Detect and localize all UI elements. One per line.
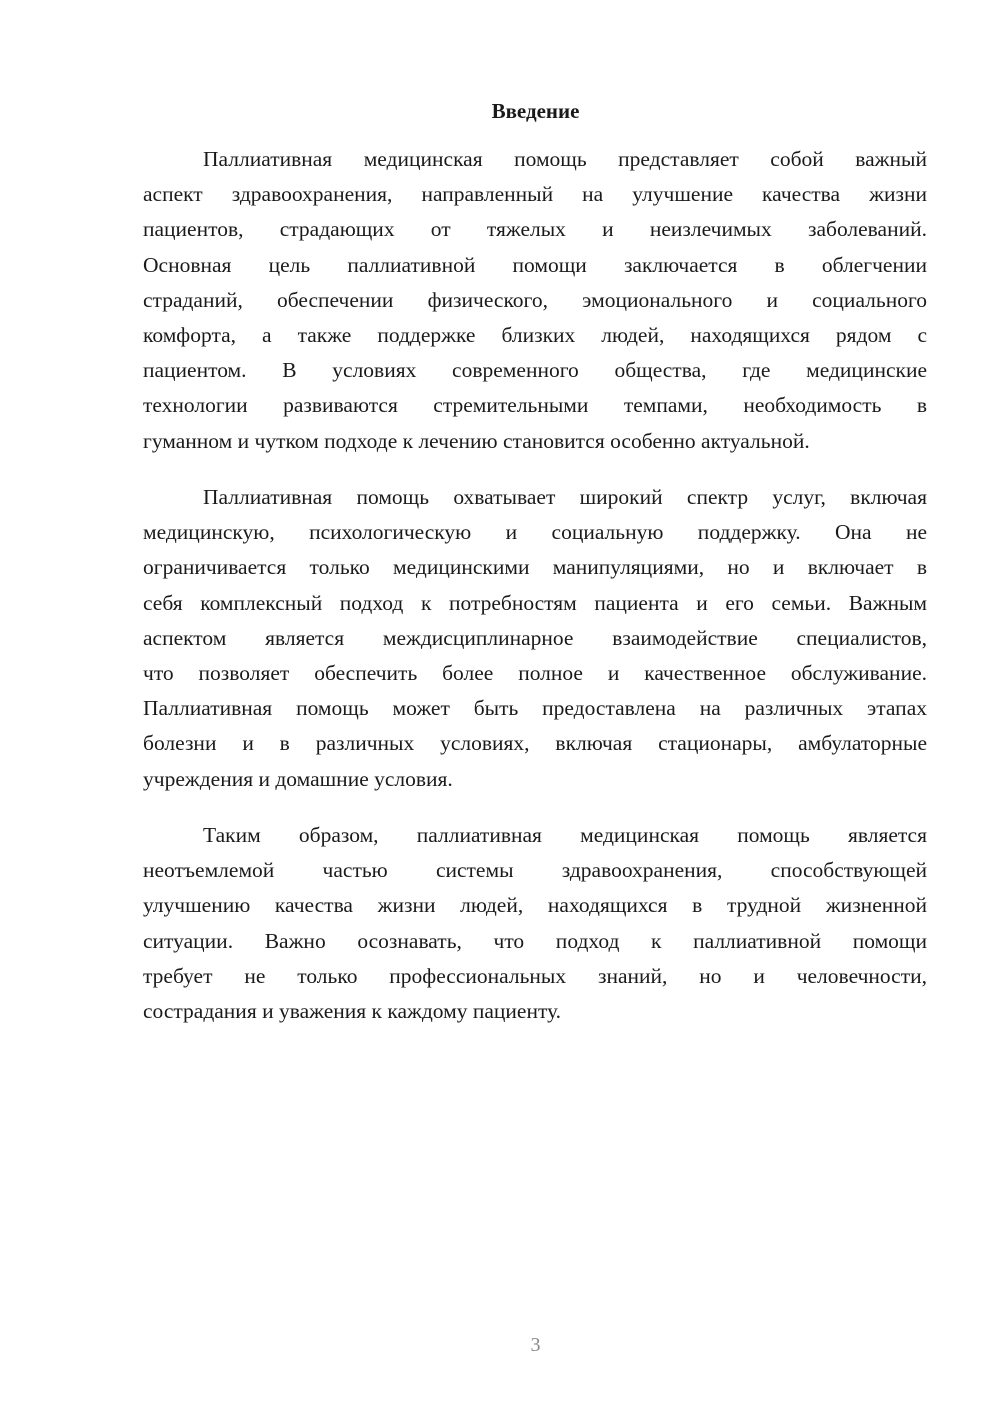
text-line: Основная цель паллиативной помощи заключается в облегчении: [143, 252, 927, 277]
paragraph-1: [143, 142, 927, 459]
text-line: Паллиативная помощь может быть предоставлена на различных этапах: [143, 696, 927, 721]
text-line: гуманном и чутком подходе к лечению становится особенно актуальной.: [143, 428, 810, 453]
paragraph-3: [143, 818, 927, 1029]
text-line: требует не только профессиональных знаний, но и человечности,: [143, 963, 927, 988]
text-line: аспектом является междисциплинарное взаимодействие специалистов,: [143, 625, 927, 650]
text-line: Паллиативная помощь охватывает широкий спектр услуг, включая: [203, 485, 927, 509]
text-line: что позволяет обеспечить более полное и качественное обслуживание.: [143, 660, 927, 685]
text-line: ограничивается только медицинскими манипуляциями, но и включает в: [143, 555, 927, 580]
text-line: Таким образом, паллиативная медицинская помощь является: [203, 823, 927, 847]
text-line: ситуации. Важно осознавать, что подход к паллиативной помощи: [143, 928, 927, 953]
text-line: болезни и в различных условиях, включая стационары, амбулаторные: [143, 731, 927, 756]
text-line: пациентом. В условиях современного общества, где медицинские: [143, 358, 927, 383]
page-number: 3: [530, 1334, 541, 1356]
text-line: страданий, обеспечении физического, эмоционального и социального: [143, 287, 927, 312]
section-title: Введение: [491, 99, 580, 123]
text-line: технологии развиваются стремительными темпами, необходимость в: [143, 393, 927, 418]
text-line: аспект здравоохранения, направленный на улучшение качества жизни: [143, 182, 927, 207]
text-line: неотъемлемой частью системы здравоохранения, способствующей: [143, 858, 927, 883]
text-line: пациентов, страдающих от тяжелых и неизлечимых заболеваний.: [143, 217, 927, 242]
text-line: комфорта, а также поддержке близких людей, находящихся рядом с: [143, 322, 927, 347]
text-line: улучшению качества жизни людей, находящихся в трудной жизненной: [143, 893, 927, 918]
text-line: сострадания и уважения к каждому пациенту.: [143, 998, 562, 1023]
text-line: медицинскую, психологическую и социальную поддержку. Она не: [143, 520, 927, 545]
text-line: Паллиативная медицинская помощь представляет собой важный: [203, 147, 927, 171]
text-line: себя комплексный подход к потребностям пациента и его семьи. Важным: [143, 590, 927, 615]
paragraph-2: [143, 480, 927, 797]
text-line: учреждения и домашние условия.: [143, 766, 453, 791]
